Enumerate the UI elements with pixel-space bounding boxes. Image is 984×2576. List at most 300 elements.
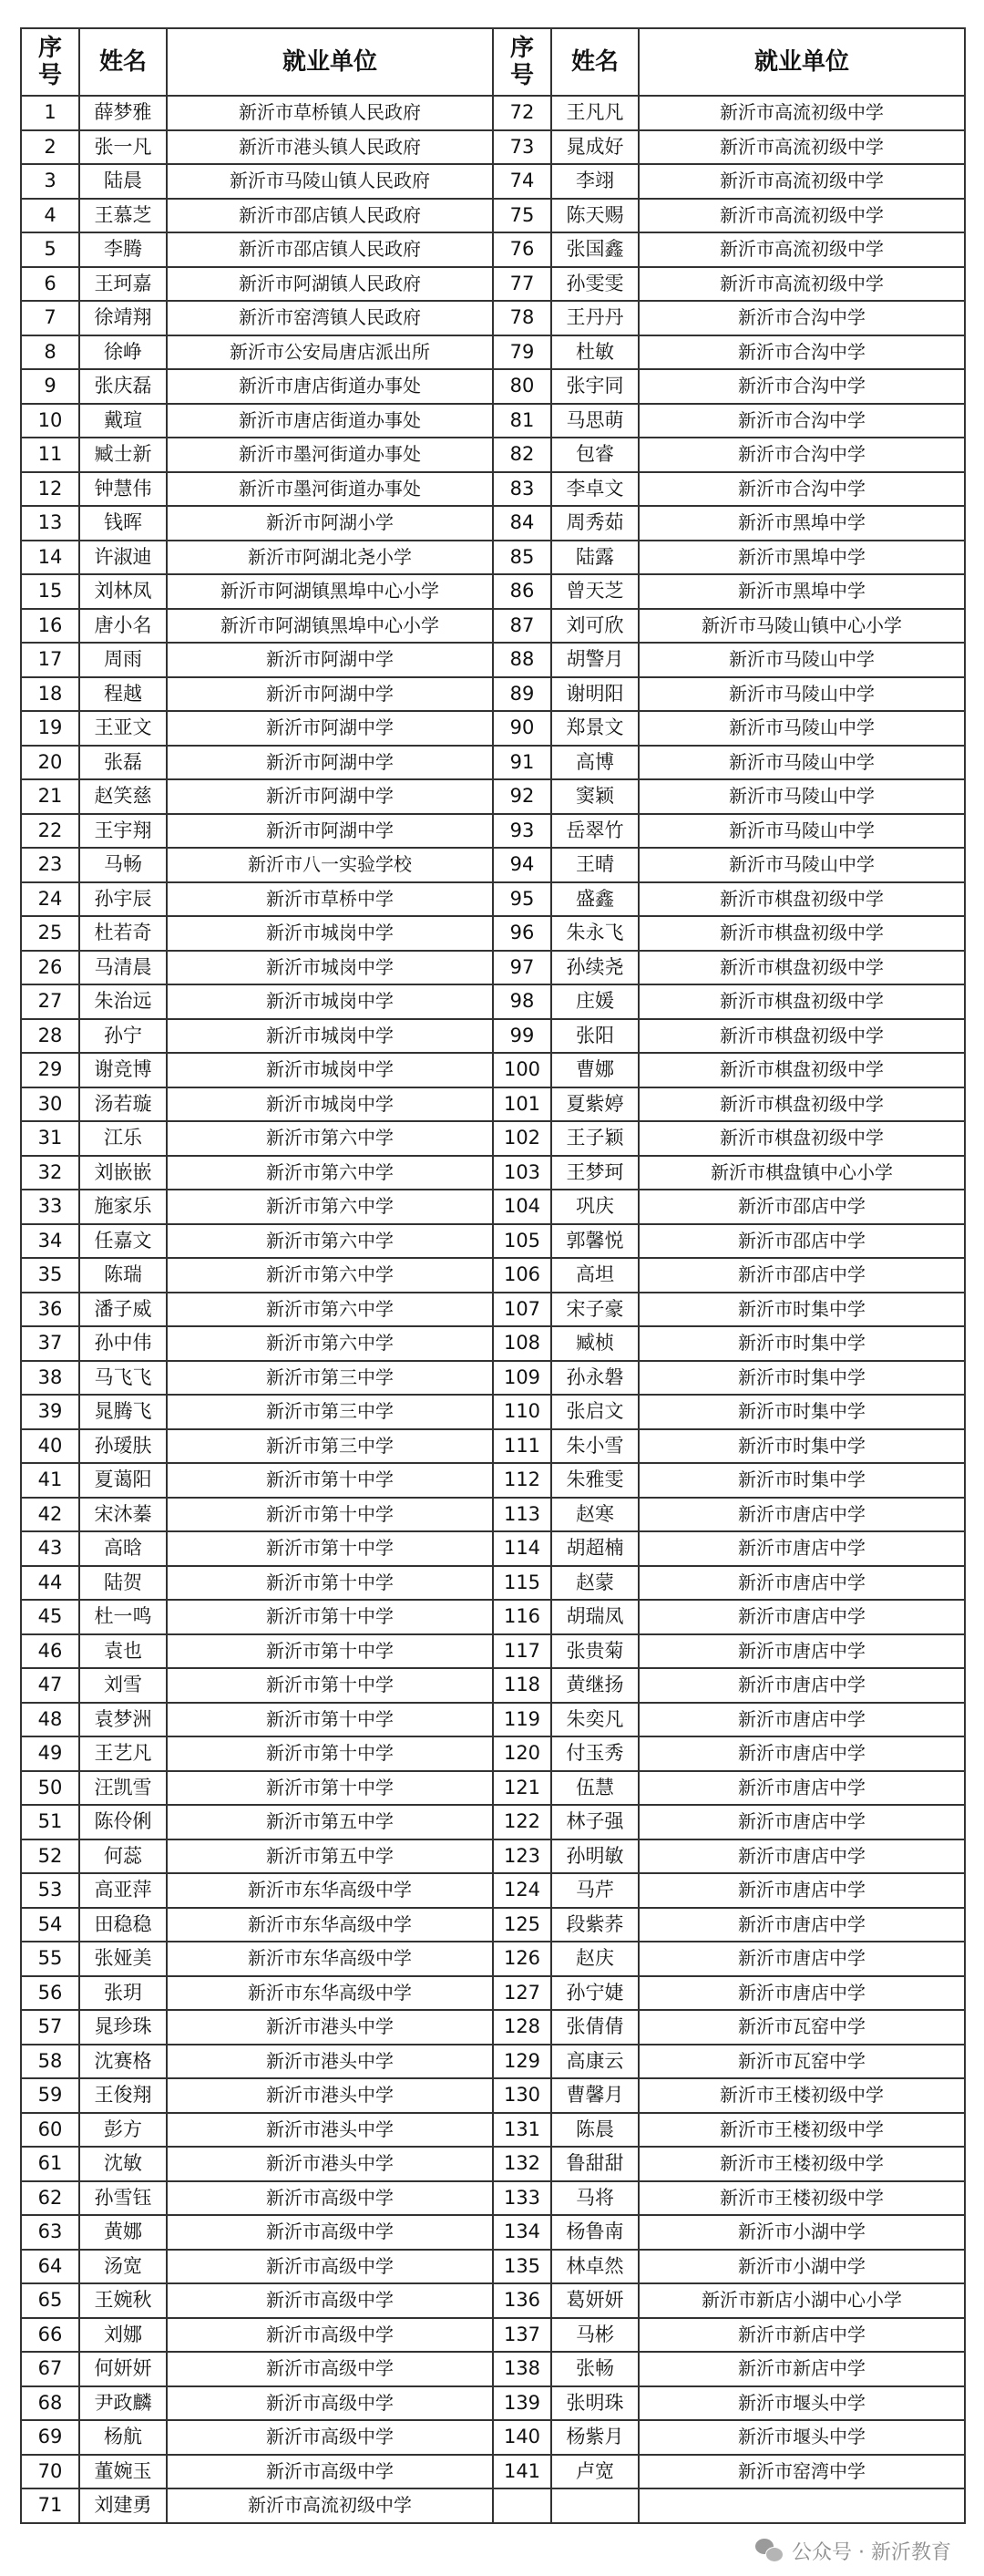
left-name-cell: 袁也 <box>79 1634 167 1669</box>
table-row <box>21 779 965 814</box>
left-no-cell: 29 <box>21 1053 79 1087</box>
left-no-cell: 56 <box>21 1976 79 2011</box>
table-row <box>21 1600 965 1634</box>
left-unit-cell: 新沂市草桥镇人民政府 <box>167 96 493 130</box>
right-no-cell: 91 <box>493 746 551 780</box>
right-no-cell: 103 <box>493 1156 551 1190</box>
left-name-cell: 杜一鸣 <box>79 1600 167 1634</box>
left-no-cell: 34 <box>21 1224 79 1259</box>
right-name-cell: 付玉秀 <box>551 1736 639 1771</box>
right-name-cell: 林子强 <box>551 1805 639 1839</box>
left-no-cell: 4 <box>21 199 79 233</box>
left-unit-cell: 新沂市东华高级中学 <box>167 1942 493 1976</box>
left-no-cell: 38 <box>21 1361 79 1396</box>
left-unit-cell: 新沂市阿湖中学 <box>167 779 493 814</box>
left-name-cell: 孙瑷肤 <box>79 1429 167 1464</box>
left-no-cell: 60 <box>21 2113 79 2148</box>
table-row <box>21 335 965 370</box>
left-name-cell: 潘子威 <box>79 1293 167 1327</box>
left-unit-cell: 新沂市阿湖北尧小学 <box>167 541 493 575</box>
left-name-cell: 田稳稳 <box>79 1908 167 1942</box>
right-no-cell: 141 <box>493 2455 551 2489</box>
left-unit-cell: 新沂市高级中学 <box>167 2250 493 2284</box>
right-unit-cell: 新沂市高流初级中学 <box>639 232 965 267</box>
left-name-cell: 黄娜 <box>79 2215 167 2250</box>
right-name-cell: 朱小雪 <box>551 1429 639 1464</box>
left-unit-cell: 新沂市第五中学 <box>167 1839 493 1874</box>
left-no-cell: 71 <box>21 2488 79 2523</box>
right-no-cell: 112 <box>493 1463 551 1498</box>
left-unit-cell: 新沂市城岗中学 <box>167 1053 493 1087</box>
table-row <box>21 1566 965 1601</box>
left-name-cell: 刘娜 <box>79 2318 167 2353</box>
right-no-cell: 133 <box>493 2181 551 2216</box>
left-unit-cell: 新沂市公安局唐店派出所 <box>167 335 493 370</box>
right-name-cell: 张宇同 <box>551 369 639 404</box>
left-unit-cell: 新沂市阿湖中学 <box>167 814 493 849</box>
left-name-cell: 董婉玉 <box>79 2455 167 2489</box>
right-unit-cell: 新沂市小湖中学 <box>639 2250 965 2284</box>
left-name-cell: 臧士新 <box>79 438 167 472</box>
left-name-cell: 周雨 <box>79 643 167 677</box>
right-unit-cell <box>639 2488 965 2523</box>
table-row <box>21 1121 965 1156</box>
left-unit-cell: 新沂市阿湖中学 <box>167 643 493 677</box>
right-no-cell: 87 <box>493 609 551 644</box>
left-unit-cell: 新沂市第十中学 <box>167 1668 493 1703</box>
left-name-cell: 宋沐蓁 <box>79 1498 167 1532</box>
right-name-cell: 胡瑞凤 <box>551 1600 639 1634</box>
left-no-cell: 55 <box>21 1942 79 1976</box>
left-name-cell: 高晗 <box>79 1531 167 1566</box>
left-unit-cell: 新沂市第十中学 <box>167 1531 493 1566</box>
table-row <box>21 677 965 712</box>
left-unit-cell: 新沂市高级中学 <box>167 2181 493 2216</box>
left-name-cell: 沈敏 <box>79 2147 167 2181</box>
right-unit-cell: 新沂市合沟中学 <box>639 335 965 370</box>
table-row <box>21 2181 965 2216</box>
table-row <box>21 1156 965 1190</box>
right-no-cell: 82 <box>493 438 551 472</box>
left-no-cell: 15 <box>21 574 79 609</box>
left-no-cell: 57 <box>21 2010 79 2045</box>
left-name-cell: 刘雪 <box>79 1668 167 1703</box>
left-name-cell: 高亚萍 <box>79 1873 167 1908</box>
left-name-cell: 江乐 <box>79 1121 167 1156</box>
right-unit-cell: 新沂市新店中学 <box>639 2352 965 2386</box>
right-no-cell: 105 <box>493 1224 551 1259</box>
right-name-cell: 朱奕凡 <box>551 1703 639 1737</box>
left-unit-cell: 新沂市邵店镇人民政府 <box>167 199 493 233</box>
left-no-cell: 27 <box>21 984 79 1019</box>
left-no-cell: 58 <box>21 2045 79 2079</box>
left-no-cell: 64 <box>21 2250 79 2284</box>
left-unit-cell: 新沂市高级中学 <box>167 2318 493 2353</box>
left-unit-cell: 新沂市第三中学 <box>167 1361 493 1396</box>
right-unit-cell: 新沂市时集中学 <box>639 1361 965 1396</box>
right-no-cell: 113 <box>493 1498 551 1532</box>
right-no-cell: 77 <box>493 267 551 302</box>
left-name-cell: 张玥 <box>79 1976 167 2011</box>
right-unit-cell: 新沂市马陵山中学 <box>639 779 965 814</box>
right-name-cell: 马将 <box>551 2181 639 2216</box>
right-no-cell: 76 <box>493 232 551 267</box>
right-name-cell: 高博 <box>551 746 639 780</box>
left-no-cell: 63 <box>21 2215 79 2250</box>
left-name-cell: 程越 <box>79 677 167 712</box>
table-row <box>21 2215 965 2250</box>
right-unit-cell: 新沂市瓦窑中学 <box>639 2045 965 2079</box>
left-no-cell: 30 <box>21 1087 79 1122</box>
left-no-cell: 70 <box>21 2455 79 2489</box>
left-unit-cell: 新沂市阿湖中学 <box>167 711 493 746</box>
right-name-cell: 晁成好 <box>551 130 639 165</box>
left-no-cell: 12 <box>21 472 79 507</box>
right-no-cell: 116 <box>493 1600 551 1634</box>
right-unit-cell: 新沂市小湖中学 <box>639 2215 965 2250</box>
table-row <box>21 2455 965 2489</box>
left-name-cell: 徐靖翔 <box>79 301 167 335</box>
right-unit-cell: 新沂市唐店中学 <box>639 1976 965 2011</box>
table-row <box>21 1053 965 1087</box>
left-unit-cell: 新沂市第六中学 <box>167 1121 493 1156</box>
table-row <box>21 2045 965 2079</box>
table-row <box>21 1668 965 1703</box>
left-no-cell: 3 <box>21 164 79 199</box>
right-name-cell: 夏紫婷 <box>551 1087 639 1122</box>
left-name-cell: 王慕芝 <box>79 199 167 233</box>
right-name-cell: 张阳 <box>551 1019 639 1054</box>
right-name-cell: 高坦 <box>551 1258 639 1293</box>
right-name-cell: 赵寒 <box>551 1498 639 1532</box>
table-row <box>21 301 965 335</box>
left-no-cell: 21 <box>21 779 79 814</box>
right-no-cell: 102 <box>493 1121 551 1156</box>
left-no-cell: 43 <box>21 1531 79 1566</box>
right-no-cell: 139 <box>493 2386 551 2421</box>
left-unit-cell: 新沂市高级中学 <box>167 2386 493 2421</box>
right-name-cell: 张贵菊 <box>551 1634 639 1669</box>
left-unit-cell: 新沂市第三中学 <box>167 1395 493 1429</box>
table-row <box>21 643 965 677</box>
right-name-cell: 宋子豪 <box>551 1293 639 1327</box>
right-name-cell: 陈晨 <box>551 2113 639 2148</box>
right-name-cell: 王凡凡 <box>551 96 639 130</box>
left-no-cell: 45 <box>21 1600 79 1634</box>
right-name-cell: 杨鲁南 <box>551 2215 639 2250</box>
right-unit-cell: 新沂市瓦窑中学 <box>639 2010 965 2045</box>
left-no-cell: 68 <box>21 2386 79 2421</box>
left-no-cell: 18 <box>21 677 79 712</box>
table-row <box>21 2283 965 2318</box>
table-row <box>21 848 965 882</box>
table-row <box>21 164 965 199</box>
table-row <box>21 1258 965 1293</box>
right-name-cell: 陈天赐 <box>551 199 639 233</box>
left-unit-cell: 新沂市墨河街道办事处 <box>167 472 493 507</box>
left-name-cell: 马清晨 <box>79 951 167 985</box>
right-no-cell: 104 <box>493 1190 551 1224</box>
right-unit-cell: 新沂市唐店中学 <box>639 1531 965 1566</box>
right-no-cell: 111 <box>493 1429 551 1464</box>
right-no-cell: 108 <box>493 1326 551 1361</box>
left-unit-cell: 新沂市第十中学 <box>167 1566 493 1601</box>
right-unit-cell: 新沂市唐店中学 <box>639 1600 965 1634</box>
table-row <box>21 404 965 438</box>
right-unit-cell: 新沂市黑埠中学 <box>639 574 965 609</box>
left-no-cell: 26 <box>21 951 79 985</box>
table-row <box>21 96 965 130</box>
right-no-cell: 109 <box>493 1361 551 1396</box>
left-no-cell: 65 <box>21 2283 79 2318</box>
left-name-cell: 任嘉文 <box>79 1224 167 1259</box>
left-unit-cell: 新沂市高级中学 <box>167 2283 493 2318</box>
right-unit-cell: 新沂市棋盘镇中心小学 <box>639 1156 965 1190</box>
table-row <box>21 232 965 267</box>
left-unit-cell: 新沂市唐店街道办事处 <box>167 369 493 404</box>
right-unit-cell: 新沂市黑埠中学 <box>639 541 965 575</box>
right-no-cell: 132 <box>493 2147 551 2181</box>
left-no-cell: 28 <box>21 1019 79 1054</box>
right-name-cell: 李翊 <box>551 164 639 199</box>
table-row <box>21 1873 965 1908</box>
right-no-cell: 124 <box>493 1873 551 1908</box>
right-no-cell: 120 <box>493 1736 551 1771</box>
left-unit-cell: 新沂市阿湖中学 <box>167 746 493 780</box>
table-row <box>21 2147 965 2181</box>
right-unit-cell: 新沂市唐店中学 <box>639 1908 965 1942</box>
table-row <box>21 609 965 644</box>
right-no-cell <box>493 2488 551 2523</box>
left-unit-cell: 新沂市城岗中学 <box>167 984 493 1019</box>
right-unit-cell: 新沂市王楼初级中学 <box>639 2147 965 2181</box>
header-no-right: 序 号 <box>493 28 551 96</box>
left-no-cell: 48 <box>21 1703 79 1737</box>
left-no-cell: 22 <box>21 814 79 849</box>
left-no-cell: 40 <box>21 1429 79 1464</box>
right-unit-cell: 新沂市高流初级中学 <box>639 199 965 233</box>
left-name-cell: 陆贺 <box>79 1566 167 1601</box>
right-name-cell: 张畅 <box>551 2352 639 2386</box>
right-unit-cell: 新沂市马陵山中学 <box>639 848 965 882</box>
right-unit-cell: 新沂市唐店中学 <box>639 1771 965 1806</box>
left-name-cell: 张庆磊 <box>79 369 167 404</box>
left-name-cell: 李腾 <box>79 232 167 267</box>
right-no-cell: 135 <box>493 2250 551 2284</box>
left-no-cell: 37 <box>21 1326 79 1361</box>
right-name-cell: 郑景文 <box>551 711 639 746</box>
left-name-cell: 刘嵌嵌 <box>79 1156 167 1190</box>
left-name-cell: 王俊翔 <box>79 2078 167 2113</box>
right-no-cell: 107 <box>493 1293 551 1327</box>
table-row <box>21 2078 965 2113</box>
left-name-cell: 赵笑慈 <box>79 779 167 814</box>
right-no-cell: 127 <box>493 1976 551 2011</box>
right-no-cell: 85 <box>493 541 551 575</box>
right-no-cell: 83 <box>493 472 551 507</box>
right-no-cell: 74 <box>493 164 551 199</box>
right-unit-cell: 新沂市时集中学 <box>639 1463 965 1498</box>
left-name-cell: 杨航 <box>79 2420 167 2455</box>
left-unit-cell: 新沂市第十中学 <box>167 1771 493 1806</box>
table-row <box>21 1634 965 1669</box>
left-no-cell: 51 <box>21 1805 79 1839</box>
right-name-cell: 庄媛 <box>551 984 639 1019</box>
right-unit-cell: 新沂市唐店中学 <box>639 1873 965 1908</box>
left-unit-cell: 新沂市第十中学 <box>167 1600 493 1634</box>
left-name-cell: 孙宁 <box>79 1019 167 1054</box>
left-name-cell: 王艺凡 <box>79 1736 167 1771</box>
left-unit-cell: 新沂市城岗中学 <box>167 951 493 985</box>
right-unit-cell: 新沂市棋盘初级中学 <box>639 1087 965 1122</box>
table-row <box>21 199 965 233</box>
right-no-cell: 121 <box>493 1771 551 1806</box>
left-unit-cell: 新沂市港头镇人民政府 <box>167 130 493 165</box>
left-no-cell: 69 <box>21 2420 79 2455</box>
right-no-cell: 119 <box>493 1703 551 1737</box>
left-unit-cell: 新沂市港头中学 <box>167 2147 493 2181</box>
right-name-cell: 曹馨月 <box>551 2078 639 2113</box>
right-no-cell: 126 <box>493 1942 551 1976</box>
table-row <box>21 2010 965 2045</box>
right-name-cell: 孙明敏 <box>551 1839 639 1874</box>
left-name-cell: 沈赛格 <box>79 2045 167 2079</box>
table-row <box>21 2318 965 2353</box>
table-row <box>21 1839 965 1874</box>
left-no-cell: 24 <box>21 882 79 917</box>
left-no-cell: 47 <box>21 1668 79 1703</box>
right-no-cell: 134 <box>493 2215 551 2250</box>
left-no-cell: 50 <box>21 1771 79 1806</box>
right-no-cell: 72 <box>493 96 551 130</box>
right-name-cell: 张启文 <box>551 1395 639 1429</box>
right-name-cell: 葛妍妍 <box>551 2283 639 2318</box>
table-row <box>21 267 965 302</box>
right-unit-cell: 新沂市合沟中学 <box>639 404 965 438</box>
header-name-right: 姓名 <box>551 28 639 96</box>
right-name-cell: 孙雯雯 <box>551 267 639 302</box>
right-name-cell: 朱雅雯 <box>551 1463 639 1498</box>
left-name-cell: 杜若奇 <box>79 916 167 951</box>
left-name-cell: 彭方 <box>79 2113 167 2148</box>
left-unit-cell: 新沂市东华高级中学 <box>167 1976 493 2011</box>
table-row <box>21 2488 965 2523</box>
left-no-cell: 53 <box>21 1873 79 1908</box>
table-row <box>21 1361 965 1396</box>
left-unit-cell: 新沂市城岗中学 <box>167 1087 493 1122</box>
left-no-cell: 2 <box>21 130 79 165</box>
left-name-cell: 何蕊 <box>79 1839 167 1874</box>
right-name-cell: 刘可欣 <box>551 609 639 644</box>
right-no-cell: 95 <box>493 882 551 917</box>
table-row <box>21 541 965 575</box>
table-row <box>21 1087 965 1122</box>
left-no-cell: 32 <box>21 1156 79 1190</box>
left-no-cell: 66 <box>21 2318 79 2353</box>
table-row <box>21 711 965 746</box>
right-unit-cell: 新沂市马陵山中学 <box>639 677 965 712</box>
right-unit-cell: 新沂市唐店中学 <box>639 1839 965 1874</box>
left-unit-cell: 新沂市东华高级中学 <box>167 1873 493 1908</box>
header-unit-left: 就业单位 <box>167 28 493 96</box>
right-unit-cell: 新沂市合沟中学 <box>639 472 965 507</box>
table-header-row <box>21 28 965 96</box>
left-unit-cell: 新沂市第六中学 <box>167 1224 493 1259</box>
table-row <box>21 438 965 472</box>
right-unit-cell: 新沂市唐店中学 <box>639 1736 965 1771</box>
table-row <box>21 2250 965 2284</box>
left-name-cell: 马畅 <box>79 848 167 882</box>
header-name-left: 姓名 <box>79 28 167 96</box>
left-no-cell: 14 <box>21 541 79 575</box>
right-name-cell: 曾天芝 <box>551 574 639 609</box>
left-unit-cell: 新沂市城岗中学 <box>167 1019 493 1054</box>
right-name-cell: 王晴 <box>551 848 639 882</box>
left-unit-cell: 新沂市高流初级中学 <box>167 2488 493 2523</box>
left-no-cell: 41 <box>21 1463 79 1498</box>
left-name-cell: 刘建勇 <box>79 2488 167 2523</box>
right-no-cell: 136 <box>493 2283 551 2318</box>
left-no-cell: 62 <box>21 2181 79 2216</box>
right-name-cell: 王梦珂 <box>551 1156 639 1190</box>
right-name-cell: 鲁甜甜 <box>551 2147 639 2181</box>
right-unit-cell: 新沂市王楼初级中学 <box>639 2113 965 2148</box>
right-name-cell: 孙宁婕 <box>551 1976 639 2011</box>
left-no-cell: 1 <box>21 96 79 130</box>
left-unit-cell: 新沂市高级中学 <box>167 2215 493 2250</box>
left-unit-cell: 新沂市第十中学 <box>167 1463 493 1498</box>
right-name-cell: 臧桢 <box>551 1326 639 1361</box>
right-unit-cell: 新沂市邵店中学 <box>639 1224 965 1259</box>
left-unit-cell: 新沂市第六中学 <box>167 1258 493 1293</box>
right-no-cell: 90 <box>493 711 551 746</box>
right-name-cell: 马芹 <box>551 1873 639 1908</box>
left-unit-cell: 新沂市马陵山镇人民政府 <box>167 164 493 199</box>
right-unit-cell: 新沂市时集中学 <box>639 1293 965 1327</box>
right-unit-cell: 新沂市合沟中学 <box>639 369 965 404</box>
right-name-cell: 高康云 <box>551 2045 639 2079</box>
right-unit-cell: 新沂市堰头中学 <box>639 2386 965 2421</box>
left-unit-cell: 新沂市阿湖中学 <box>167 677 493 712</box>
table-row <box>21 1463 965 1498</box>
right-unit-cell: 新沂市马陵山中学 <box>639 746 965 780</box>
left-no-cell: 49 <box>21 1736 79 1771</box>
table-row <box>21 1908 965 1942</box>
left-no-cell: 67 <box>21 2352 79 2386</box>
left-no-cell: 8 <box>21 335 79 370</box>
right-unit-cell: 新沂市高流初级中学 <box>639 164 965 199</box>
table-row <box>21 1429 965 1464</box>
left-name-cell: 张娅美 <box>79 1942 167 1976</box>
left-name-cell: 晁腾飞 <box>79 1395 167 1429</box>
right-unit-cell: 新沂市棋盘初级中学 <box>639 1053 965 1087</box>
left-name-cell: 钱晖 <box>79 506 167 541</box>
left-name-cell: 陈伶俐 <box>79 1805 167 1839</box>
right-no-cell: 80 <box>493 369 551 404</box>
right-name-cell: 盛鑫 <box>551 882 639 917</box>
left-unit-cell: 新沂市墨河街道办事处 <box>167 438 493 472</box>
left-name-cell: 汤若璇 <box>79 1087 167 1122</box>
left-unit-cell: 新沂市港头中学 <box>167 2078 493 2113</box>
right-unit-cell: 新沂市黑埠中学 <box>639 506 965 541</box>
left-name-cell: 孙雪钰 <box>79 2181 167 2216</box>
right-unit-cell: 新沂市棋盘初级中学 <box>639 916 965 951</box>
right-no-cell: 138 <box>493 2352 551 2386</box>
left-unit-cell: 新沂市港头中学 <box>167 2113 493 2148</box>
table-row <box>21 1326 965 1361</box>
left-no-cell: 59 <box>21 2078 79 2113</box>
left-no-cell: 9 <box>21 369 79 404</box>
